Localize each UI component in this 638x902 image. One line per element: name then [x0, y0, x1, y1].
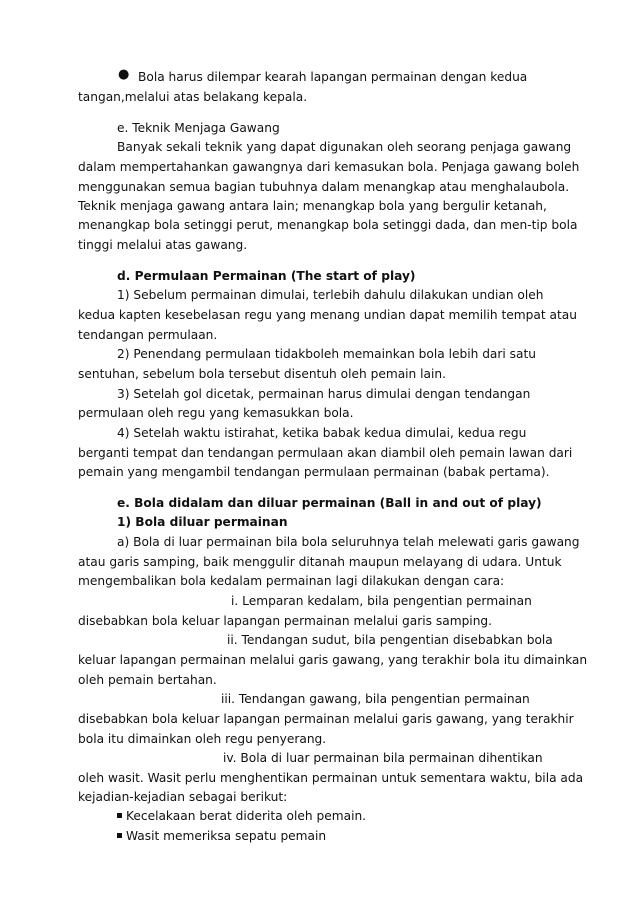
roman-list-item: i. Lemparan kedalam, bila pengentian permainan: [231, 594, 532, 608]
paragraph-line: menggunakan semua bagian tubuhnya dalam menangkap atau menghalaubola.: [78, 180, 570, 194]
subsection-heading: 1) Bola diluar permainan: [117, 515, 288, 529]
paragraph-line: sentuhan, sebelum bola tersebut disentuh oleh pemain lain.: [78, 367, 446, 381]
section-heading: d. Permulaan Permainan (The start of play): [117, 269, 416, 283]
square-bullet-item: [117, 827, 597, 845]
square-bullet-icon: [117, 813, 122, 818]
list-item-line: 1) Sebelum permainan dimulai, terlebih dahulu dilakukan undian oleh: [117, 288, 544, 302]
paragraph-line: tendangan permulaan.: [78, 328, 218, 342]
bullet-text: Wasit memeriksa sepatu pemain: [126, 829, 327, 843]
roman-list-item: iii. Tendangan gawang, bila pengentian permainan: [221, 692, 530, 706]
bullet-text-line: Bola harus dilempar kearah lapangan permainan dengan kedua: [138, 70, 528, 84]
paragraph-line: bola itu dimainkan oleh regu penyerang.: [78, 732, 327, 746]
paragraph-line: menangkap bola setinggi perut, menangkap bola setinggi dada, dan men-tip bola: [78, 218, 578, 232]
square-bullet-item: [117, 807, 597, 825]
roman-list-item: iv. Bola di luar permainan bila permainan dihentikan: [223, 751, 543, 765]
paragraph-line: berganti tempat dan tendangan permulaan akan diambil oleh pemain lawan dari: [78, 446, 573, 460]
bullet-text-line: tangan,melalui atas belakang kepala.: [78, 90, 308, 104]
paragraph-line: oleh wasit. Wasit perlu menghentikan permainan untuk sementara waktu, bila ada: [78, 771, 584, 785]
round-bullet-icon: ●: [118, 67, 130, 82]
roman-list-item: ii. Tendangan sudut, bila pengentian disebabkan bola: [227, 633, 553, 647]
paragraph-line: tinggi melalui atas gawang.: [78, 238, 248, 252]
paragraph-line: atau garis samping, baik menggulir ditanah maupun melayang di udara. Untuk: [78, 555, 562, 569]
paragraph-line: disebabkan bola keluar lapangan permainan melalui garis samping.: [78, 614, 493, 628]
paragraph-line: Banyak sekali teknik yang dapat digunakan oleh seorang penjaga gawang: [117, 140, 572, 154]
square-bullet-icon: [117, 833, 122, 838]
paragraph-line: disebabkan bola keluar lapangan permainan melalui garis gawang, yang terakhir: [78, 712, 574, 726]
paragraph-line: keluar lapangan permainan melalui garis gawang, yang terakhir bola itu dimainkan: [78, 653, 588, 667]
list-item-line: 2) Penendang permulaan tidakboleh memainkan bola lebih dari satu: [117, 347, 536, 361]
paragraph-line: kejadian-kejadian sebagai berikut:: [78, 790, 288, 804]
paragraph-line: pemain yang mengambil tendangan permulaan permainan (babak pertama).: [78, 465, 550, 479]
paragraph-line: mengembalikan bola kedalam permainan lagi dilakukan dengan cara:: [78, 574, 505, 588]
list-item-line: 4) Setelah waktu istirahat, ketika babak kedua dimulai, kedua regu: [117, 426, 527, 440]
paragraph-line: permulaan oleh regu yang kemasukkan bola.: [78, 406, 354, 420]
section-heading: e. Bola didalam dan diluar permainan (Ball in and out of play): [117, 496, 542, 510]
bullet-text: Kecelakaan berat diderita oleh pemain.: [126, 809, 367, 823]
list-item-line: a) Bola di luar permainan bila bola seluruhnya telah melewati garis gawang: [117, 535, 580, 549]
section-heading: e. Teknik Menjaga Gawang: [117, 121, 280, 135]
paragraph-line: oleh pemain bertahan.: [78, 673, 217, 687]
paragraph-line: Teknik menjaga gawang antara lain; menangkap bola yang bergulir ketanah,: [78, 199, 547, 213]
paragraph-line: dalam mempertahankan gawangnya dari kemasukan bola. Penjaga gawang boleh: [78, 160, 580, 174]
list-item-line: 3) Setelah gol dicetak, permainan harus dimulai dengan tendangan: [117, 387, 531, 401]
paragraph-line: kedua kapten kesebelasan regu yang menang undian dapat memilih tempat atau: [78, 308, 577, 322]
